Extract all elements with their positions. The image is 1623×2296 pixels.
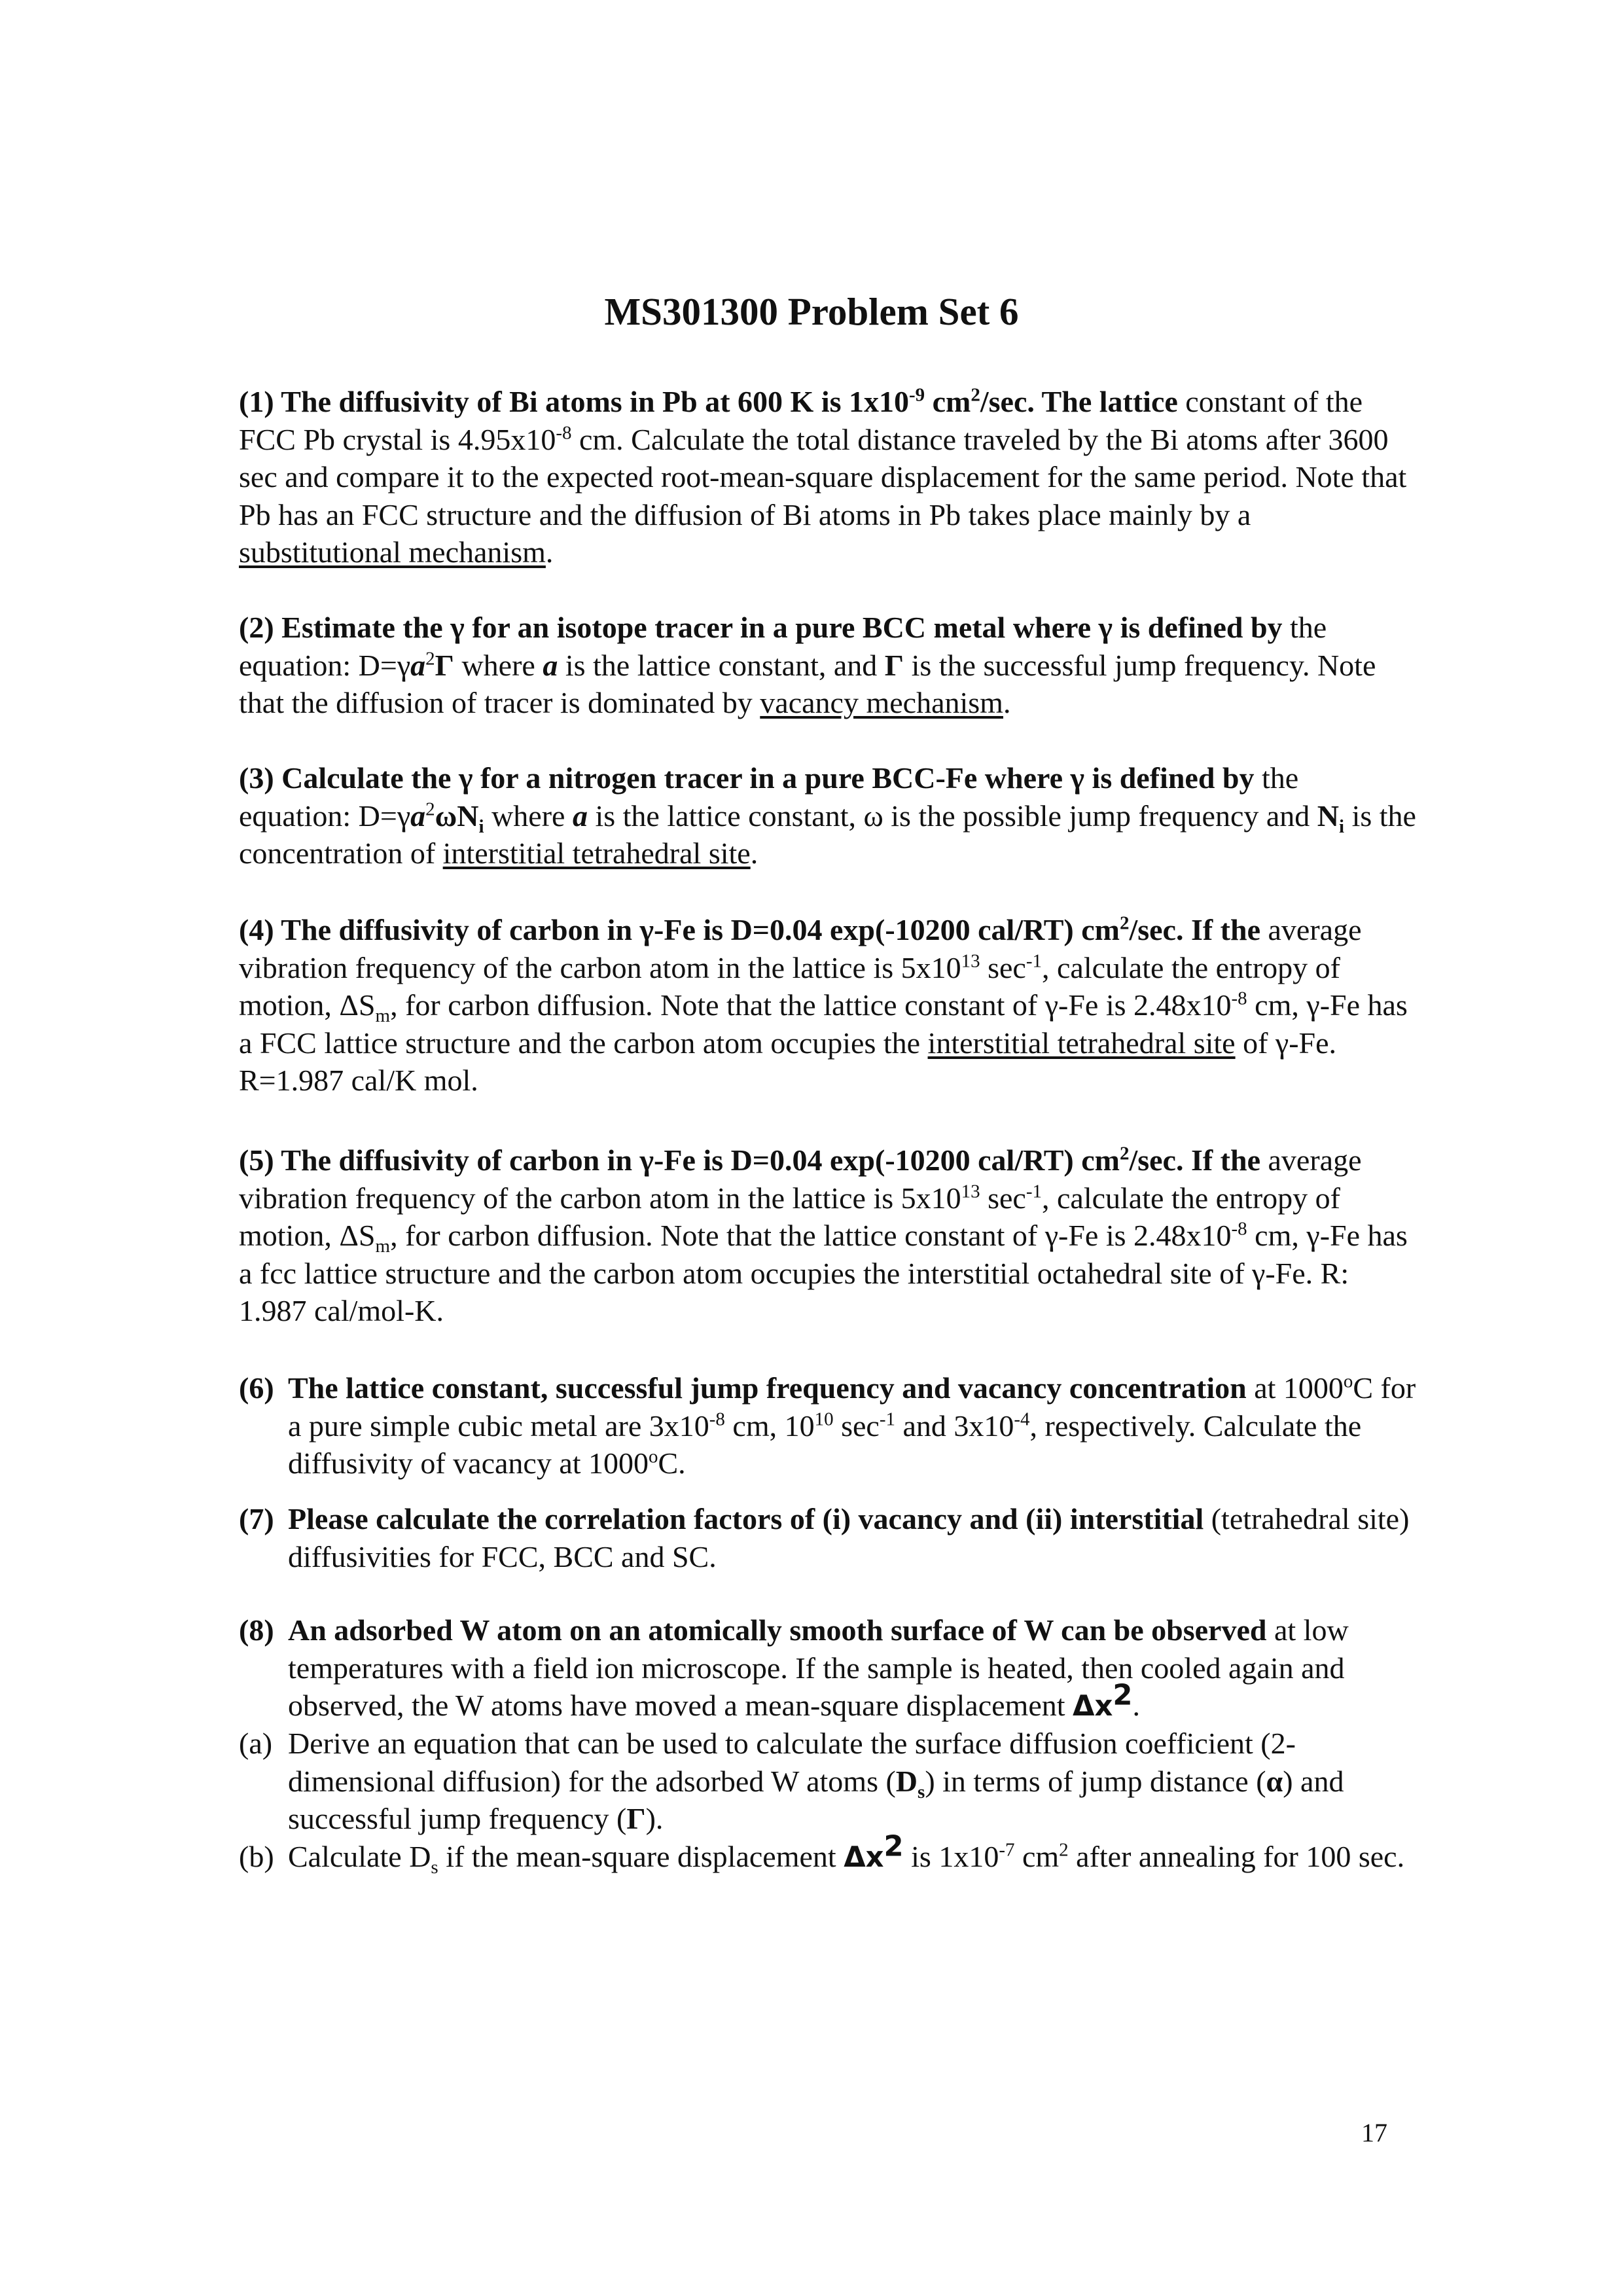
- problem-3-text-3: is the lattice constant, ω is the possible jump frequency and: [587, 798, 1317, 833]
- problem-6-text-2: C for a pure simple cubic metal are 3x10: [288, 1371, 1416, 1443]
- problem-3-a: a: [410, 798, 426, 833]
- problem-8b-number: (b): [239, 1840, 274, 1873]
- problem-8a-text-2: ) in terms of jump distance (: [925, 1764, 1266, 1798]
- delta-x-exp: 2: [1113, 1679, 1133, 1712]
- problem-8b-text-1: Calculate D: [288, 1840, 431, 1873]
- problem-6-exp-6: o: [649, 1446, 658, 1467]
- problem-4-end: of γ-Fe. R=1.987 cal/K mol.: [239, 1026, 1337, 1097]
- problem-6: [239, 1369, 1417, 1482]
- problem-8: [239, 1611, 1417, 1726]
- problem-8-end: .: [1132, 1689, 1140, 1722]
- problem-6-exp-2: -8: [709, 1408, 725, 1430]
- problem-8a-ds: D: [895, 1764, 918, 1798]
- problem-4-lead-exp: 2: [1119, 912, 1130, 934]
- problem-3-a-exp: 2: [425, 798, 435, 820]
- problem-6-text-7: C.: [658, 1446, 686, 1480]
- problem-1-lead: (1) The diffusivity of Bi atoms in Pb at 600 K is 1x10: [239, 385, 909, 418]
- problem-4-underline: interstitial tetrahedral site: [927, 1026, 1236, 1060]
- problem-3-text-4: is the concentration of: [239, 798, 1416, 870]
- problem-4-text-2: sec: [980, 950, 1026, 984]
- problem-4-exp-4: -8: [1231, 988, 1247, 1009]
- problem-8b-body: [288, 1830, 1417, 1878]
- problem-2-text-1: the equation: D=γ: [239, 611, 1327, 682]
- problem-2-text-3: is the lattice constant, and: [558, 648, 885, 682]
- problem-5-text-2: sec: [980, 1181, 1026, 1215]
- problem-8a-alpha: α: [1266, 1764, 1283, 1798]
- problem-8b-exp-4: 2: [1059, 1839, 1069, 1861]
- delta-x-symbol-2: Δx: [844, 1841, 884, 1874]
- problem-6-text-1: at 1000: [1246, 1371, 1344, 1405]
- problem-1-lead-unit: cm: [925, 385, 971, 418]
- problem-6-text-5: and 3x10: [895, 1408, 1014, 1443]
- problem-7: [239, 1500, 1417, 1575]
- problem-3-ni-sub: i: [1339, 816, 1345, 837]
- problem-8b-text-5: after annealing for 100 sec.: [1068, 1840, 1405, 1873]
- problem-4-lead-tail: /sec. If the: [1129, 913, 1260, 946]
- problem-2: [239, 609, 1417, 722]
- problem-8a-body: [288, 1725, 1417, 1838]
- problem-4-text-1: average vibration frequency of the carbon atom in the lattice is 5x10: [239, 913, 1362, 984]
- problem-1-lead-exp: -9: [909, 384, 925, 406]
- problem-8b: [239, 1830, 1417, 1878]
- problem-2-gamma2: Γ: [884, 648, 904, 682]
- problem-8-number: (8): [239, 1613, 274, 1647]
- problem-8b-text-4: cm: [1014, 1840, 1060, 1873]
- problem-3-ni: N: [1317, 798, 1340, 833]
- problem-8a-ds-sub: s: [918, 1781, 925, 1803]
- problem-2-gamma: Γ: [435, 648, 454, 682]
- problem-5-sub-3: m: [375, 1236, 391, 1257]
- problem-5-lead: (5) The diffusivity of carbon in γ-Fe is D=0.04 exp(-10200 cal/RT) cm: [239, 1143, 1120, 1177]
- problem-1-end: .: [545, 535, 554, 569]
- problem-5-exp-2: -1: [1026, 1181, 1042, 1202]
- problem-1-underline: substitutional mechanism: [239, 535, 546, 569]
- problem-4: [239, 911, 1417, 1100]
- problem-8b-sub-1: s: [431, 1857, 438, 1878]
- delta-x-symbol: Δx: [1073, 1690, 1113, 1723]
- problem-3-lead: (3) Calculate the γ for a nitrogen tracer in a pure BCC-Fe where γ is defined by: [239, 761, 1255, 795]
- problem-6-text-6: , respectively. Calculate the diffusivity of vacancy at 1000: [288, 1408, 1362, 1480]
- problem-2-a2: a: [543, 648, 558, 682]
- problem-8a-gamma: Γ: [626, 1802, 646, 1835]
- problem-5-text-1: average vibration frequency of the carbon atom in the lattice is 5x10: [239, 1143, 1362, 1215]
- problem-7-body: [288, 1500, 1417, 1575]
- problem-4-text-5: cm, γ-Fe has a FCC lattice structure and the carbon atom occupies the: [239, 988, 1408, 1060]
- problem-5-exp-1: 13: [961, 1181, 980, 1202]
- problem-8b-exp-3: -7: [999, 1839, 1015, 1861]
- problem-7-text-1: (tetrahedral site) diffusivities for FCC, BCC and SC.: [288, 1502, 1410, 1573]
- problem-1-text-1: constant of the FCC Pb crystal is 4.95x10: [239, 385, 1363, 456]
- problem-8a: [239, 1725, 1417, 1838]
- problem-2-text-4: is the successful jump frequency. Note that the diffusion of tracer is dominated by: [239, 648, 1376, 719]
- problem-4-sub-3: m: [375, 1005, 391, 1027]
- problem-1-lead-unit-exp: 2: [971, 384, 980, 406]
- problem-2-text-2: where: [454, 648, 543, 682]
- problem-2-a: a: [410, 648, 426, 682]
- problem-6-body: [288, 1369, 1417, 1482]
- problem-4-exp-2: -1: [1026, 950, 1042, 972]
- delta-x-exp-2: 2: [883, 1830, 904, 1863]
- problem-2-lead: (2) Estimate the γ for an isotope tracer in a pure BCC metal where γ is defined by: [239, 611, 1283, 644]
- problem-8a-text-4: ).: [645, 1802, 664, 1835]
- problem-3-omega-sub: i: [478, 816, 484, 837]
- problem-5-text-5: cm, γ-Fe has a fcc lattice structure and the carbon atom occupies the interstitial octahedral site of γ-Fe. R: 1.987 cal/mol-K.: [239, 1219, 1408, 1327]
- problem-5-lead-exp: 2: [1119, 1143, 1130, 1164]
- problem-2-underline: vacancy mechanism: [760, 686, 1003, 719]
- problem-1: [239, 383, 1417, 571]
- problem-4-text-3: , calculate the entropy of motion, ΔS: [239, 950, 1340, 1022]
- problem-6-exp-1: o: [1343, 1371, 1353, 1392]
- problem-1-text-2: cm. Calculate the total distance traveled by the Bi atoms after 3600 sec and compare it to the expected root-mean-square displacement for the same period. Note that Pb has an FCC structure and the diffusion of Bi atoms in Pb takes place mainly by a: [239, 422, 1407, 531]
- problem-6-lead: The lattice constant, successful jump frequency and vacancy concentration: [288, 1371, 1247, 1405]
- problem-4-exp-1: 13: [961, 950, 980, 972]
- page-title: MS301300 Problem Set 6: [604, 290, 1019, 333]
- problem-5-text-3: , calculate the entropy of motion, ΔS: [239, 1181, 1340, 1252]
- problem-6-text-3: cm, 10: [724, 1408, 815, 1443]
- problem-8-body: [288, 1611, 1417, 1726]
- problem-1-exp-1: -8: [556, 422, 572, 444]
- problem-8b-text-2: if the mean-square displacement: [438, 1840, 844, 1873]
- problem-1-lead-tail: /sec. The lattice: [980, 385, 1178, 418]
- problem-6-text-4: sec: [833, 1408, 880, 1443]
- problem-8a-text-3: ) and successful jump frequency (: [288, 1764, 1344, 1835]
- problem-3-omega: ωN: [435, 798, 479, 833]
- problem-5: [239, 1141, 1417, 1330]
- problem-6-exp-3: 10: [814, 1408, 834, 1430]
- problem-3-end: .: [750, 836, 758, 870]
- problem-8-text-1: at low temperatures with a field ion microscope. If the sample is heated, then cooled again and observed, the W atoms have moved a mean-square displacement: [288, 1613, 1349, 1722]
- problem-8-lead: An adsorbed W atom on an atomically smooth surface of W can be observed: [288, 1613, 1267, 1647]
- problem-5-text-4: , for carbon diffusion. Note that the lattice constant of γ-Fe is 2.48x10: [390, 1219, 1232, 1252]
- page-number: 17: [1361, 2118, 1387, 2147]
- problem-3-a2: a: [572, 798, 588, 833]
- problem-4-lead: (4) The diffusivity of carbon in γ-Fe is D=0.04 exp(-10200 cal/RT) cm: [239, 913, 1120, 946]
- problem-2-end: .: [1003, 686, 1011, 719]
- problem-6-exp-4: -1: [879, 1408, 895, 1430]
- problem-7-number: (7): [239, 1502, 274, 1535]
- problem-3-text-1: the equation: D=γ: [239, 761, 1299, 833]
- problem-3-text-2: where: [484, 798, 573, 833]
- problem-8a-number: (a): [239, 1727, 273, 1760]
- problem-4-text-4: , for carbon diffusion. Note that the lattice constant of γ-Fe is 2.48x10: [390, 988, 1232, 1022]
- problem-5-lead-tail: /sec. If the: [1129, 1143, 1260, 1177]
- problem-7-lead: Please calculate the correlation factors of (i) vacancy and (ii) interstitial: [288, 1502, 1204, 1535]
- problem-3: [239, 759, 1417, 872]
- problem-8b-text-3: is 1x10: [903, 1840, 999, 1873]
- problem-3-underline: interstitial tetrahedral site: [442, 836, 751, 870]
- problem-2-a-exp: 2: [425, 648, 435, 670]
- problem-6-exp-5: -4: [1014, 1408, 1030, 1430]
- problem-6-number: (6): [239, 1371, 274, 1405]
- problem-5-exp-4: -8: [1231, 1218, 1247, 1240]
- problem-8a-text-1: Derive an equation that can be used to calculate the surface diffusion coefficient (2-dimensional diffusion) for the adsorbed W atoms (: [288, 1727, 1296, 1798]
